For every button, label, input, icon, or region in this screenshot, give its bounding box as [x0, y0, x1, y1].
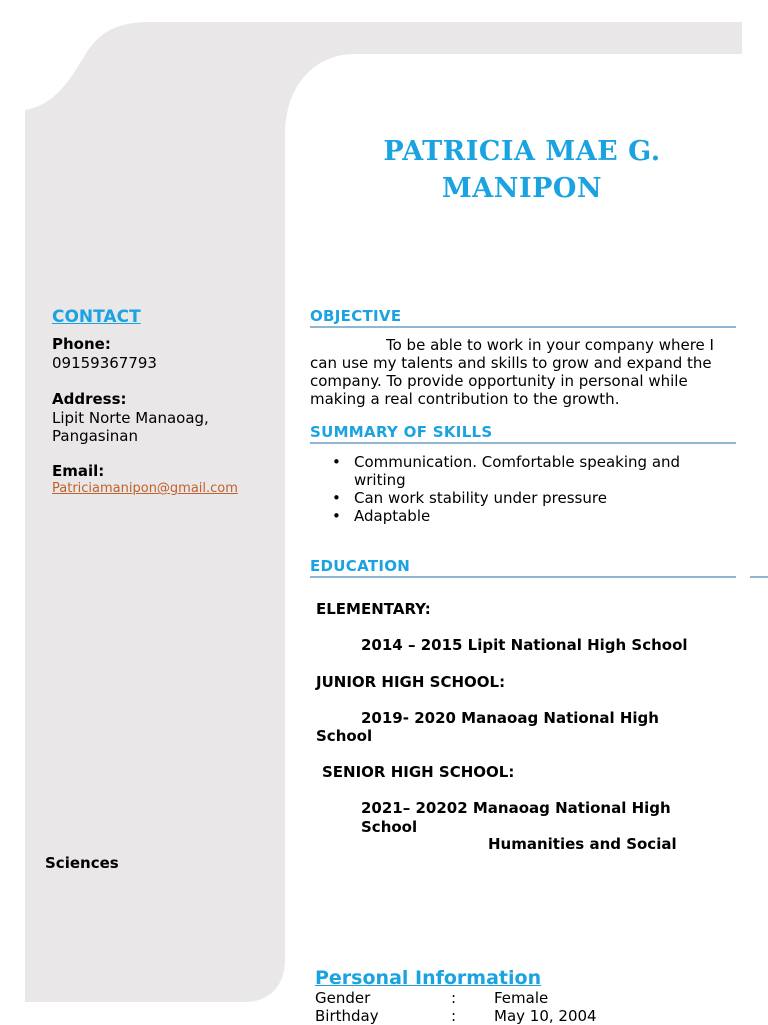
senior-high-strand-continued: Sciences	[45, 854, 119, 872]
skill-item-line1: • Adaptable	[354, 507, 431, 525]
senior-high-entry-line1: 2021– 20202 Manaoag National High	[361, 799, 671, 817]
phone-label: Phone:	[52, 335, 111, 353]
email-link[interactable]: Patriciamanipon@gmail.com	[52, 481, 238, 496]
phone-value: 09159367793	[52, 354, 157, 372]
senior-high-strand: Humanities and Social	[488, 835, 677, 853]
objective-line1: To be able to work in your company where I	[386, 336, 714, 354]
personal-info-separator: :	[451, 1007, 457, 1025]
skill-item-line1: • Can work stability under pressure	[354, 489, 607, 507]
skills-heading: SUMMARY OF SKILLS	[310, 423, 736, 444]
skill-item	[332, 489, 712, 507]
address-line1: Lipit Norte Manaoag,	[52, 409, 209, 427]
junior-high-entry-line1: 2019- 2020 Manaoag National High	[361, 709, 659, 727]
skill-item-line1: • Communication. Comfortable speaking and	[354, 453, 681, 471]
address-line2: Pangasinan	[52, 427, 138, 445]
candidate-name	[310, 133, 734, 207]
personal-info-value: May 10, 2004	[494, 1007, 597, 1025]
personal-info-separator: :	[451, 989, 457, 1007]
junior-high-label: JUNIOR HIGH SCHOOL:	[316, 673, 506, 691]
email-label: Email:	[52, 462, 105, 480]
skill-item	[332, 507, 712, 525]
candidate-name-line2: MANIPON	[441, 173, 603, 204]
senior-high-entry-line2: School	[361, 818, 418, 836]
address-label: Address:	[52, 390, 127, 408]
personal-info-value: Female	[494, 989, 549, 1007]
contact-heading: CONTACT	[52, 307, 141, 327]
junior-high-entry-line2: School	[316, 727, 373, 745]
objective-line3: company. To provide opportunity in personal while	[310, 372, 688, 390]
personal-info-label: Birthday	[315, 1007, 379, 1025]
personal-info-heading: Personal Information	[315, 967, 542, 989]
personal-info-label: Gender	[315, 989, 371, 1007]
objective-line2: can use my talents and skills to grow and expand the	[310, 354, 712, 372]
senior-high-label: SENIOR HIGH SCHOOL:	[322, 763, 515, 781]
elementary-entry: 2014 – 2015 Lipit National High School	[361, 636, 688, 654]
skill-item	[332, 453, 712, 489]
objective-heading: OBJECTIVE	[310, 307, 736, 328]
skill-item-line2: writing	[354, 471, 406, 489]
objective-text	[310, 336, 730, 408]
skills-list	[332, 453, 712, 525]
candidate-name-line1: PATRICIA MAE G.	[383, 136, 661, 167]
elementary-label: ELEMENTARY:	[316, 600, 431, 618]
education-heading: EDUCATION	[310, 557, 736, 578]
objective-line4: making a real contribution to the growth.	[310, 390, 620, 408]
